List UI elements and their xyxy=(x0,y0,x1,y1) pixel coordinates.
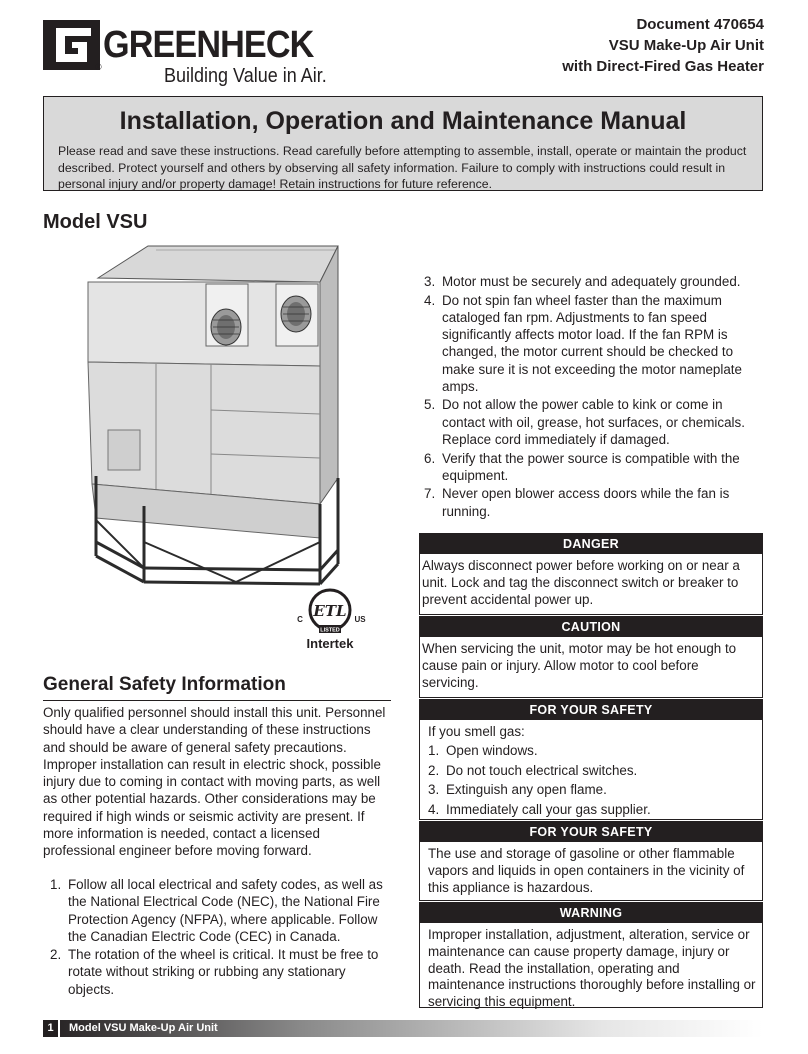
list-item-text: The rotation of the wheel is critical. It must be free to rotate without striking or rubbing any stationary objects. xyxy=(68,947,379,997)
flammable-safety-notice xyxy=(419,821,763,901)
list-item xyxy=(424,273,764,290)
danger-text: Always disconnect power before working on or near a unit. Lock and tag the disconnect switch or breaker to prevent accidental power up. xyxy=(422,558,740,607)
warning-notice xyxy=(419,902,763,1008)
flammable-safety-text: The use and storage of gasoline or other flammable vapors and liquids in open containers in the vicinity of this appliance is hazardous. xyxy=(428,846,745,895)
list-item-number: 1. xyxy=(428,743,440,758)
document-info xyxy=(562,14,764,77)
page-footer xyxy=(43,1020,763,1037)
danger-heading: DANGER xyxy=(420,534,762,554)
list-item-number: 5. xyxy=(424,397,436,413)
list-item-text: Open windows. xyxy=(446,743,538,758)
gas-safety-heading: FOR YOUR SAFETY xyxy=(420,700,762,720)
brand-name: GREENHECK xyxy=(103,24,314,66)
document-number: Document 470654 xyxy=(636,16,764,33)
intertek-label: Intertek xyxy=(306,636,354,651)
vsu-unit-illustration xyxy=(86,242,350,588)
list-item-number: 2. xyxy=(50,947,62,963)
gas-safety-intro: If you smell gas: xyxy=(428,724,525,739)
manual-title-box xyxy=(43,96,763,191)
registered-mark: ® xyxy=(95,62,102,72)
list-item xyxy=(424,485,764,519)
list-item-number: 3. xyxy=(428,782,440,797)
list-item xyxy=(428,741,756,761)
warning-heading: WARNING xyxy=(420,903,762,923)
etl-us-label: US xyxy=(354,615,366,624)
general-safety-paragraph: Only qualified personnel should install this unit. Personnel should have a clear understanding of these instructions and should be aware of general safety precautions. Improper installation can result in electric shock, possible injury due to coming in contact with moving parts, as well as other potential hazards. Other considerations may be required if high winds or seismic activity are present. If more information is needed, contact a licensed professional engineer before moving forward. xyxy=(43,705,386,859)
list-item xyxy=(50,946,386,998)
safety-list-right xyxy=(424,273,764,521)
etl-text: ETL xyxy=(313,602,347,620)
product-subline: with Direct-Fired Gas Heater xyxy=(562,58,764,75)
page-number: 1 xyxy=(43,1020,60,1037)
list-item-text: Extinguish any open flame. xyxy=(446,782,607,797)
list-item-number: 2. xyxy=(428,762,440,778)
list-item-text: Do not touch electrical switches. xyxy=(446,762,638,778)
list-item-text: Motor must be securely and adequately grounded. xyxy=(442,274,741,289)
list-item-number: 1. xyxy=(50,877,62,892)
list-item xyxy=(428,780,756,800)
list-item xyxy=(50,876,386,945)
caution-notice xyxy=(419,616,763,698)
etl-c-label: C xyxy=(297,615,303,624)
brand-tagline: Building Value in Air. xyxy=(164,65,327,87)
danger-notice xyxy=(419,533,763,615)
list-item-number: 7. xyxy=(424,486,436,502)
flammable-safety-heading: FOR YOUR SAFETY xyxy=(420,822,762,842)
caution-text: When servicing the unit, motor may be hot enough to cause pain or injury. Allow motor to cool before servicing. xyxy=(422,641,737,690)
product-line: VSU Make-Up Air Unit xyxy=(608,37,764,54)
list-item xyxy=(428,761,756,781)
blower-wheel-left-icon xyxy=(211,309,241,345)
greenheck-logo xyxy=(43,20,333,86)
list-item xyxy=(424,292,764,395)
list-item-text: Follow all local electrical and safety codes, as well as the National Electrical Code (NEC), the National Fire Protection Agency (NFPA), where applicable. Follow the Canadian Electric Code (CEC) in Canada. xyxy=(68,877,383,944)
list-item-text: Do not spin fan wheel faster than the maximum cataloged fan rpm. Adjustments to fan speed significantly affects motor load. If the fan RPM is changed, the motor current should be checked to make sure it is not exceeding the motor nameplate amps. xyxy=(442,292,742,394)
list-item-number: 3. xyxy=(424,274,436,289)
list-item xyxy=(424,396,764,448)
manual-intro: Please read and save these instructions. Read carefully before attempting to assemble, install, operate or maintain the product described. Protect yourself and others by observing all safety information. Failure to comply with instructions could result in personal injury and/or property damage! Retain instructions for future reference. xyxy=(58,144,747,191)
list-item-text: Verify that the power source is compatible with the equipment. xyxy=(442,450,740,483)
greenheck-logo-mark-icon xyxy=(43,20,100,70)
general-safety-heading: General Safety Information xyxy=(43,674,391,701)
warning-text: Improper installation, adjustment, alteration, service or maintenance can cause property damage, injury or death. Read the installation, operating and maintenance instructions thoroughly before installing or servicing this equipment. xyxy=(428,927,756,1010)
list-item-text: Immediately call your gas supplier. xyxy=(446,801,651,817)
list-item-text: Never open blower access doors while the fan is running. xyxy=(442,486,730,519)
etl-listed-label: LISTED xyxy=(320,627,340,634)
list-item-number: 4. xyxy=(428,801,440,817)
blower-wheel-right-icon xyxy=(281,296,311,332)
manual-title: Installation, Operation and Maintenance Manual xyxy=(119,107,687,135)
list-item-text: Do not allow the power cable to kink or come in contact with oil, grease, hot surfaces, or chemicals. Replace cord immediately if damaged. xyxy=(442,397,745,447)
model-title: Model VSU xyxy=(43,211,148,233)
footer-title: Model VSU Make-Up Air Unit xyxy=(69,1022,218,1034)
list-item-number: 6. xyxy=(424,450,436,466)
gas-safety-list xyxy=(428,741,756,819)
list-item-number: 4. xyxy=(424,292,436,308)
caution-heading: CAUTION xyxy=(420,617,762,637)
safety-list-left xyxy=(50,876,386,999)
gas-safety-notice xyxy=(419,699,763,820)
list-item xyxy=(428,800,756,820)
list-item xyxy=(424,450,764,484)
